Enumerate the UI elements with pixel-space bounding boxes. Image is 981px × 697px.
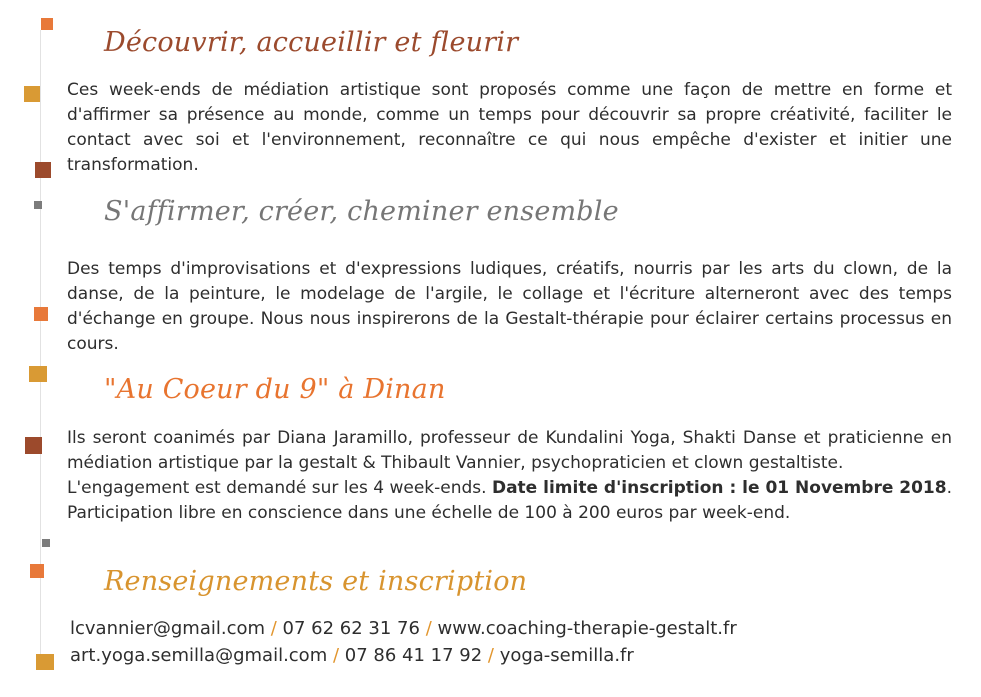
separator: / bbox=[482, 645, 500, 666]
section-heading-decouvrir: Découvrir, accueillir et fleurir bbox=[104, 27, 519, 58]
section-heading-saffirmer: S'affirmer, créer, cheminer ensemble bbox=[104, 196, 619, 227]
decor-square bbox=[25, 437, 42, 454]
section-text-decouvrir: Ces week-ends de médiation artistique sont proposés comme une façon de mettre en forme et d'affirmer sa présence au monde, comme un temps pour découvrir sa propre créativité, faciliter le contact avec soi et l'environnement, reconnaître ce qui nous empêche d'exister et initier une transformation. bbox=[67, 80, 952, 175]
decor-square bbox=[41, 18, 53, 30]
contact-email-1[interactable]: lcvannier@gmail.com bbox=[70, 618, 266, 639]
contact-website-2[interactable]: yoga-semilla.fr bbox=[499, 645, 634, 666]
separator: / bbox=[327, 645, 345, 666]
separator: / bbox=[265, 618, 283, 639]
decor-square bbox=[24, 86, 40, 102]
separator: / bbox=[419, 618, 438, 639]
section-text-saffirmer: Des temps d'improvisations et d'expressions ludiques, créatifs, nourris par les arts du clown, de la danse, de la peinture, le modelage de l'argile, le collage et l'écriture alterneront avec des temps d'échange en groupe. Nous nous inspirerons de la Gestalt-thérapie pour éclairer certains processus en cours. bbox=[67, 259, 952, 354]
decor-square bbox=[30, 564, 44, 578]
contact-line-1 bbox=[70, 618, 737, 639]
section-text-dinan bbox=[67, 426, 952, 526]
decor-square bbox=[36, 654, 54, 670]
dinan-intro-text: Ils seront coanimés par Diana Jaramillo, professeur de Kundalini Yoga, Shakti Danse et praticienne en médiation artistique par la gestalt & Thibault Vannier, psychopraticien et clown gestaltiste. bbox=[67, 428, 952, 473]
contact-website-1[interactable]: www.coaching-therapie-gestalt.fr bbox=[437, 618, 737, 639]
section-heading-dinan: "Au Coeur du 9" à Dinan bbox=[104, 374, 446, 405]
registration-deadline: Date limite d'inscription : le 01 Novembre 2018 bbox=[491, 478, 947, 498]
decor-square bbox=[35, 162, 51, 178]
decor-square bbox=[42, 539, 50, 547]
decor-square bbox=[34, 201, 42, 209]
participation-text: . Participation libre en conscience dans une échelle de 100 à 200 euros par week-end. bbox=[67, 478, 952, 523]
contact-phone-1[interactable]: 07 62 62 31 76 bbox=[282, 618, 420, 639]
contact-phone-2[interactable]: 07 86 41 17 92 bbox=[344, 645, 483, 666]
decor-square bbox=[29, 366, 47, 382]
contact-email-2[interactable]: art.yoga.semilla@gmail.com bbox=[70, 645, 328, 666]
section-heading-renseignements: Renseignements et inscription bbox=[104, 566, 528, 597]
contact-line-2 bbox=[70, 645, 634, 666]
decor-square bbox=[34, 307, 48, 321]
engagement-text: L'engagement est demandé sur les 4 week-ends. bbox=[67, 478, 492, 498]
